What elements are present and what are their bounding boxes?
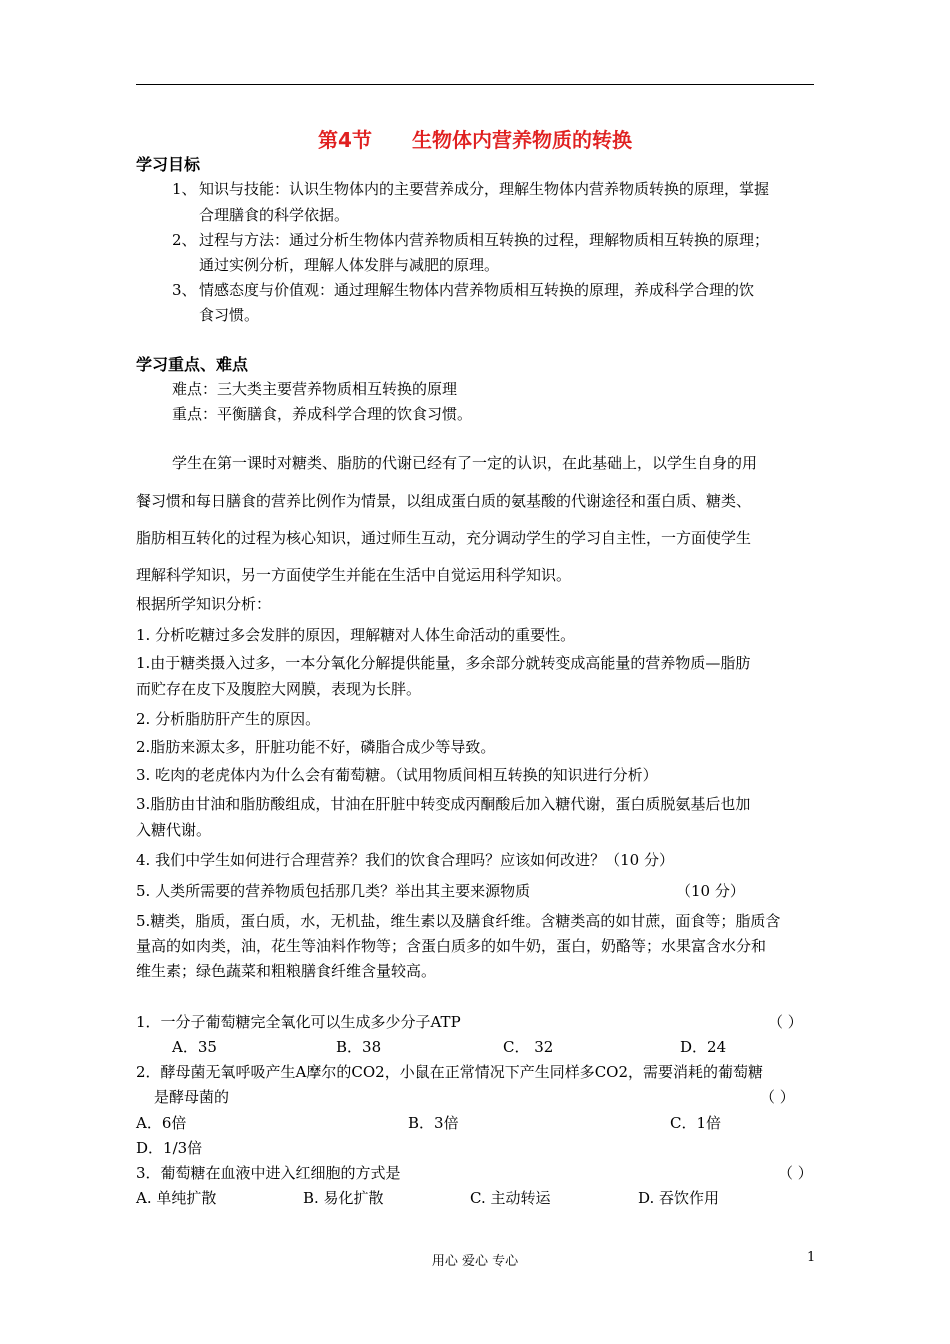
question-3-paren: （ ） — [778, 1164, 813, 1182]
question-3-option-d: D. 吞饮作用 — [638, 1189, 720, 1207]
analysis-line: 5. 人类所需要的营养物质包括那几类？举出其主要来源物质 — [136, 882, 531, 900]
question-2-stem: 2．酵母菌无氧呼吸产生A摩尔的CO2，小鼠在正常情况下产生同样多CO2，需要消耗的葡萄糖 — [136, 1063, 764, 1081]
question-3-option-c: C. 主动转运 — [470, 1189, 551, 1207]
analysis-line: 2. 分析脂肪肝产生的原因。 — [136, 710, 321, 728]
section-number: 第4节 — [318, 128, 372, 152]
analysis-line: 3. 吃肉的老虎体内为什么会有葡萄糖。（试用物质间相互转换的知识进行分析） — [136, 766, 658, 784]
analysis-line: 2.脂肪来源太多，肝脏功能不好，磷脂合成少等导致。 — [136, 738, 496, 756]
analysis-line: 而贮存在皮下及腹腔大网膜，表现为长胖。 — [136, 680, 422, 698]
question-2-option-a: A．6倍 — [136, 1114, 187, 1132]
intro-line: 理解科学知识，另一方面使学生并能在生活中自觉运用科学知识。 — [136, 566, 572, 584]
intro-line: 脂肪相互转化的过程为核心知识，通过师生互动，充分调动学生的学习自主性，一方面使学生 — [136, 529, 752, 547]
page-number: 1 — [807, 1250, 816, 1265]
question-1-paren: （ ） — [768, 1013, 803, 1031]
analysis-line: 4. 我们中学生如何进行合理营养？我们的饮食合理吗？应该如何改进？（10 分） — [136, 851, 674, 869]
intro-line: 学生在第一课时对糖类、脂肪的代谢已经有了一定的认识，在此基础上，以学生自身的用 — [172, 454, 758, 472]
difficult-point: 难点：三大类主要营养物质相互转换的原理 — [172, 380, 458, 398]
analysis-line: 入糖代谢。 — [136, 821, 212, 839]
analysis-line: 3.脂肪由甘油和脂肪酸组成，甘油在肝脏中转变成丙酮酸后加入糖代谢，蛋白质脱氨基后也加 — [136, 795, 751, 813]
question-1-option-c: C． 32 — [503, 1038, 554, 1056]
analysis-line: 1.由于糖类摄入过多，一本分氧化分解提供能量，多余部分就转变成高能量的营养物质—脂肪 — [136, 654, 751, 672]
analysis-line: 1. 分析吃糖过多会发胖的原因，理解糖对人体生命活动的重要性。 — [136, 626, 576, 644]
question-3-stem: 3．葡萄糖在血液中进入红细胞的方式是 — [136, 1164, 401, 1182]
question-1-stem: 1．一分子葡萄糖完全氧化可以生成多少分子ATP — [136, 1013, 461, 1031]
goal-2-line2: 通过实例分析，理解人体发胖与减肥的原理。 — [199, 256, 500, 274]
question-2-paren: （ ） — [760, 1088, 795, 1106]
goal-1-line2: 合理膳食的科学依据。 — [199, 206, 350, 224]
question-2-option-c: C．1倍 — [670, 1114, 722, 1132]
key-heading: 学习重点、难点 — [136, 355, 249, 374]
goal-3-line2: 食习惯。 — [199, 306, 260, 324]
question-3-option-b: B. 易化扩散 — [303, 1189, 384, 1207]
question-1-option-d: D．24 — [680, 1038, 727, 1056]
analysis-heading: 根据所学知识分析： — [136, 595, 272, 613]
analysis-line: 5.糖类，脂质，蛋白质，水，无机盐，维生素以及膳食纤维。含糖类高的如甘蔗，面食等；脂质含 — [136, 912, 781, 930]
goal-3-line1: 情感态度与价值观：通过理解生物体内营养物质相互转换的原理，养成科学合理的饮 — [199, 281, 755, 299]
question-1-option-b: B．38 — [336, 1038, 382, 1056]
question-2-option-b: B．3倍 — [408, 1114, 459, 1132]
question-3-option-a: A. 单纯扩散 — [136, 1189, 217, 1207]
score-label: （10 分） — [676, 882, 745, 900]
question-2-stem-line2: 是酵母菌的 — [154, 1088, 230, 1106]
question-2-option-d: D．1/3倍 — [136, 1139, 203, 1157]
goal-2-line1: 过程与方法：通过分析生物体内营养物质相互转换的过程，理解物质相互转换的原理； — [199, 231, 770, 249]
goal-3-number: 3、 — [172, 281, 197, 299]
intro-line: 餐习惯和每日膳食的营养比例作为情景，以组成蛋白质的氨基酸的代谢途径和蛋白质、糖类、 — [136, 492, 752, 510]
goal-2-number: 2、 — [172, 231, 197, 249]
header-rule — [136, 84, 814, 85]
goals-heading: 学习目标 — [136, 155, 201, 174]
goal-1-line1: 知识与技能：认识生物体内的主要营养成分，理解生物体内营养物质转换的原理，掌握 — [199, 180, 770, 198]
goal-1-number: 1、 — [172, 180, 197, 198]
page-footer: 用心 爱心 专心 — [431, 1254, 519, 1269]
analysis-line: 维生素；绿色蔬菜和粗粮膳食纤维含量较高。 — [136, 962, 437, 980]
section-title: 生物体内营养物质的转换 — [411, 128, 632, 152]
page-title — [0, 124, 950, 153]
analysis-line: 量高的如肉类，油，花生等油料作物等；含蛋白质多的如牛奶，蛋白，奶酪等；水果富含水分和 — [136, 937, 767, 955]
important-point: 重点：平衡膳食，养成科学合理的饮食习惯。 — [172, 405, 473, 423]
question-1-option-a: A．35 — [172, 1038, 217, 1056]
